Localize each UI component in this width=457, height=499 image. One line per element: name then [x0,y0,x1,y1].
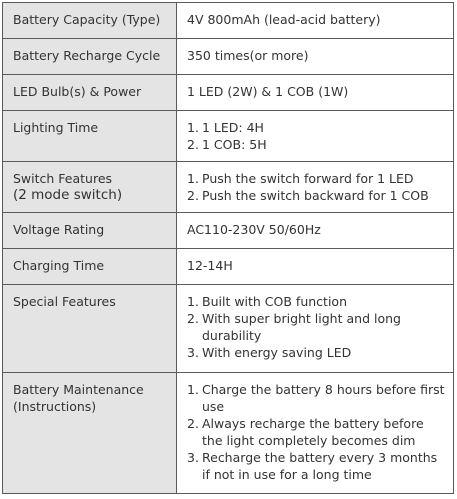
row-value [177,285,454,373]
table-row-battery-capacity [3,3,454,39]
table-row-lighting-time [3,111,454,162]
value-text: 1 LED (2W) & 1 COB (1W) [187,84,349,99]
list-item: 1. Built with COB function [187,293,445,310]
list-item-text: Built with COB function [202,294,347,309]
row-label [3,39,177,75]
table-row-battery-maintenance [3,373,454,494]
label-text: Charging Time [13,258,105,273]
list-item: 3. With energy saving LED [187,344,445,361]
table-row-recharge-cycle [3,39,454,75]
list-item-text: Push the switch backward for 1 COB [202,188,429,203]
specifications-table [2,2,454,494]
list-item: 1. 1 LED: 4H [187,119,445,136]
row-value [177,249,454,285]
label-text: Special Features [13,294,116,309]
list-item-text: 1 LED: 4H [202,120,264,135]
row-label [3,213,177,249]
list-item: 2. Push the switch backward for 1 COB [187,187,445,204]
label-text: Lighting Time [13,120,99,135]
label-subtext: (2 mode switch) [13,187,123,203]
label-text: Switch Features [13,171,113,186]
list-item: 1. Charge the battery 8 hours before first use [187,382,445,414]
row-label [3,111,177,162]
table-row-charging-time [3,249,454,285]
value-text: 350 times(or more) [187,48,309,63]
label-text: LED Bulb(s) & Power [13,84,142,99]
label-text: Battery Capacity (Type) [13,12,161,27]
value-text: 12-14H [187,258,233,273]
label-text: Battery Recharge Cycle [13,48,161,63]
list-item-text: With energy saving LED [202,345,352,360]
numbered-list [187,119,445,153]
list-item-text: Charge the battery 8 hours before first use [202,382,445,414]
list-item: 2. With super bright light and long durability [187,310,445,344]
table-row-voltage-rating [3,213,454,249]
label-text: Battery Maintenance [13,382,144,397]
list-item: 3. Recharge the battery every 3 months if not in use for a long time [187,449,445,483]
numbered-list [187,170,445,204]
numbered-list [187,293,445,361]
list-item-text: 1 COB: 5H [202,137,267,152]
row-label [3,249,177,285]
row-label [3,3,177,39]
row-value [177,213,454,249]
row-value [177,39,454,75]
label-subtext: (Instructions) [13,399,97,414]
row-value [177,75,454,111]
row-label [3,75,177,111]
row-value [177,3,454,39]
list-item-text: Always recharge the battery before the light completely becomes dim [202,416,424,448]
list-item-text: With super bright light and long durability [202,311,401,343]
list-item: 2. Always recharge the battery before the light completely becomes dim [187,415,445,449]
table-row-special-features [3,285,454,373]
list-item: 1. Push the switch forward for 1 LED [187,170,445,187]
table-row-switch-features [3,162,454,213]
row-label [3,162,177,213]
list-item: 2. 1 COB: 5H [187,136,445,153]
row-label [3,285,177,373]
row-value [177,373,454,494]
value-text: AC110-230V 50/60Hz [187,222,321,237]
row-value [177,162,454,213]
value-text: 4V 800mAh (lead-acid battery) [187,12,381,27]
label-text: Voltage Rating [13,222,105,237]
numbered-list [187,381,445,483]
row-label [3,373,177,494]
list-item-text: Recharge the battery every 3 months if not in use for a long time [202,450,438,482]
row-value [177,111,454,162]
table-row-led-bulb-power [3,75,454,111]
list-item-text: Push the switch forward for 1 LED [202,171,414,186]
